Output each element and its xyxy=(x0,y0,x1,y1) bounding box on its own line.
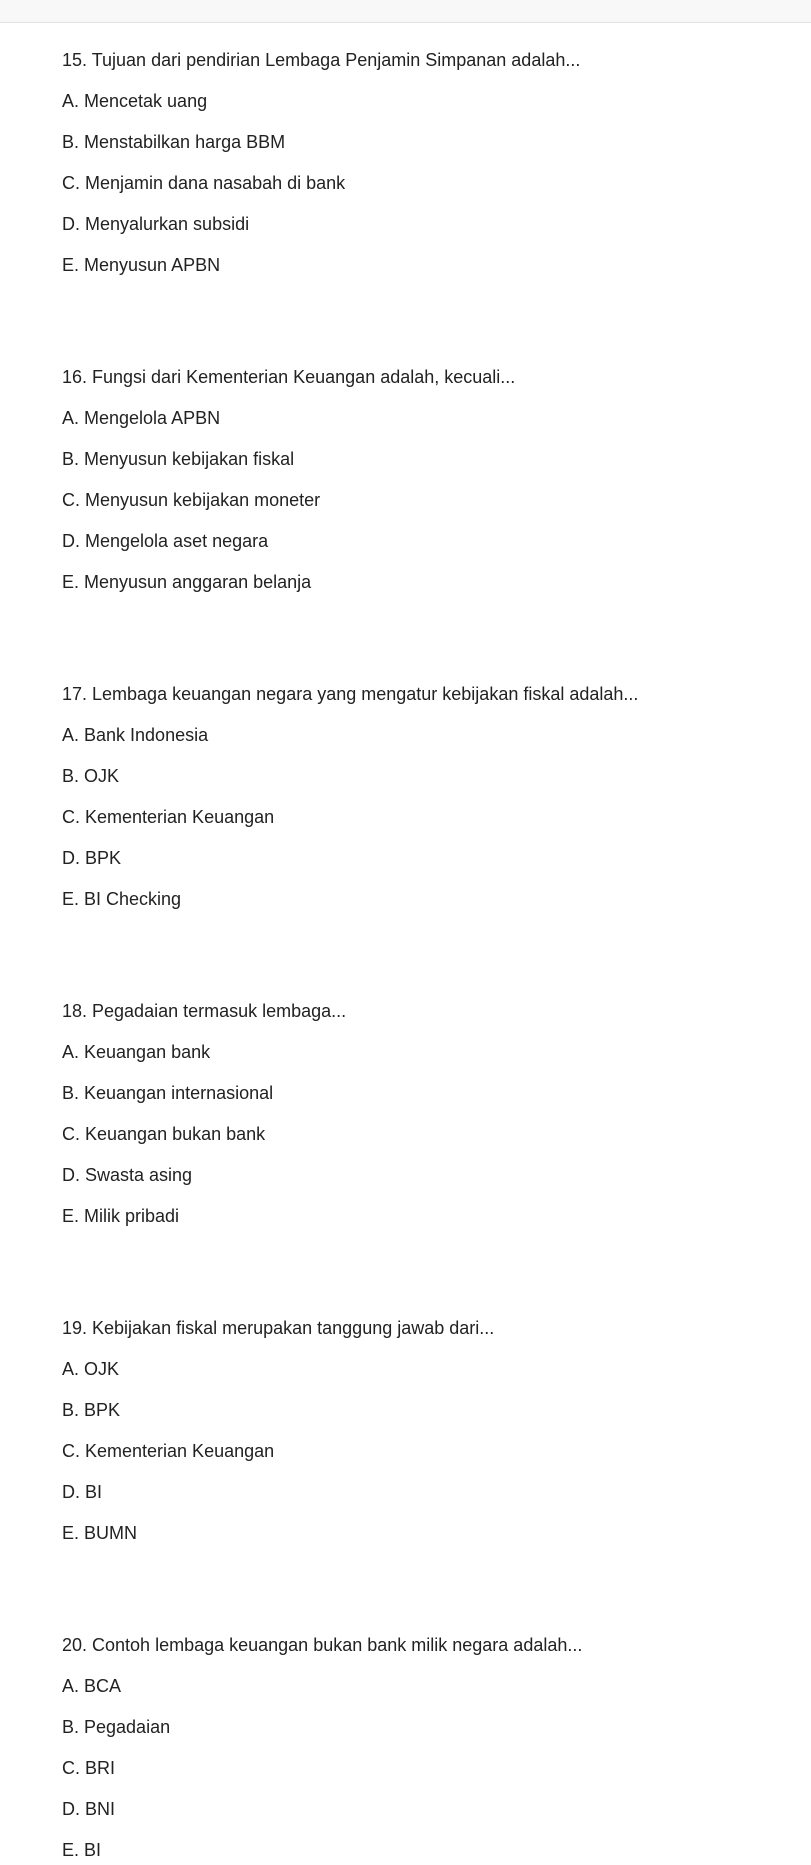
option-e: E. Menyusun anggaran belanja xyxy=(62,572,312,592)
option-c: C. Kementerian Keuangan xyxy=(62,1441,275,1461)
option-a: A. Mengelola APBN xyxy=(62,408,221,428)
option-e: E. BI xyxy=(62,1840,102,1860)
option-d: D. BNI xyxy=(62,1799,116,1819)
option-c: C. Menjamin dana nasabah di bank xyxy=(62,173,346,193)
question-16 xyxy=(62,362,782,597)
option-a: A. Bank Indonesia xyxy=(62,725,209,745)
option-list xyxy=(62,720,782,914)
option-list xyxy=(62,403,782,597)
option-b: B. BPK xyxy=(62,1400,121,1420)
option-d: D. Mengelola aset negara xyxy=(62,531,269,551)
question-17 xyxy=(62,679,782,914)
question-text: 17. Lembaga keuangan negara yang mengatur kebijakan fiskal adalah... xyxy=(62,684,639,704)
option-c: C. Keuangan bukan bank xyxy=(62,1124,266,1144)
option-b: B. OJK xyxy=(62,766,120,786)
option-b: B. Menyusun kebijakan fiskal xyxy=(62,449,295,469)
question-text: 19. Kebijakan fiskal merupakan tanggung jawab dari... xyxy=(62,1318,495,1338)
option-d: D. Swasta asing xyxy=(62,1165,193,1185)
option-e: E. BUMN xyxy=(62,1523,138,1543)
option-list xyxy=(62,86,782,280)
top-bar xyxy=(0,0,811,23)
option-e: E. BI Checking xyxy=(62,889,182,909)
question-18 xyxy=(62,996,782,1231)
option-e: E. Milik pribadi xyxy=(62,1206,180,1226)
option-d: D. Menyalurkan subsidi xyxy=(62,214,250,234)
option-a: A. OJK xyxy=(62,1359,120,1379)
option-list xyxy=(62,1671,782,1865)
question-text: 20. Contoh lembaga keuangan bukan bank milik negara adalah... xyxy=(62,1635,583,1655)
option-b: B. Pegadaian xyxy=(62,1717,171,1737)
option-a: A. BCA xyxy=(62,1676,122,1696)
option-c: C. BRI xyxy=(62,1758,116,1778)
question-20 xyxy=(62,1630,782,1865)
question-text: 16. Fungsi dari Kementerian Keuangan adalah, kecuali... xyxy=(62,367,516,387)
option-a: A. Keuangan bank xyxy=(62,1042,211,1062)
option-list xyxy=(62,1354,782,1548)
question-text: 15. Tujuan dari pendirian Lembaga Penjamin Simpanan adalah... xyxy=(62,50,581,70)
question-text: 18. Pegadaian termasuk lembaga... xyxy=(62,1001,347,1021)
option-c: C. Kementerian Keuangan xyxy=(62,807,275,827)
question-15 xyxy=(62,45,782,280)
option-e: E. Menyusun APBN xyxy=(62,255,221,275)
option-c: C. Menyusun kebijakan moneter xyxy=(62,490,321,510)
option-d: D. BI xyxy=(62,1482,103,1502)
option-d: D. BPK xyxy=(62,848,122,868)
question-19 xyxy=(62,1313,782,1548)
question-list xyxy=(62,45,782,1865)
option-b: B. Menstabilkan harga BBM xyxy=(62,132,286,152)
option-a: A. Mencetak uang xyxy=(62,91,208,111)
option-b: B. Keuangan internasional xyxy=(62,1083,274,1103)
option-list xyxy=(62,1037,782,1231)
